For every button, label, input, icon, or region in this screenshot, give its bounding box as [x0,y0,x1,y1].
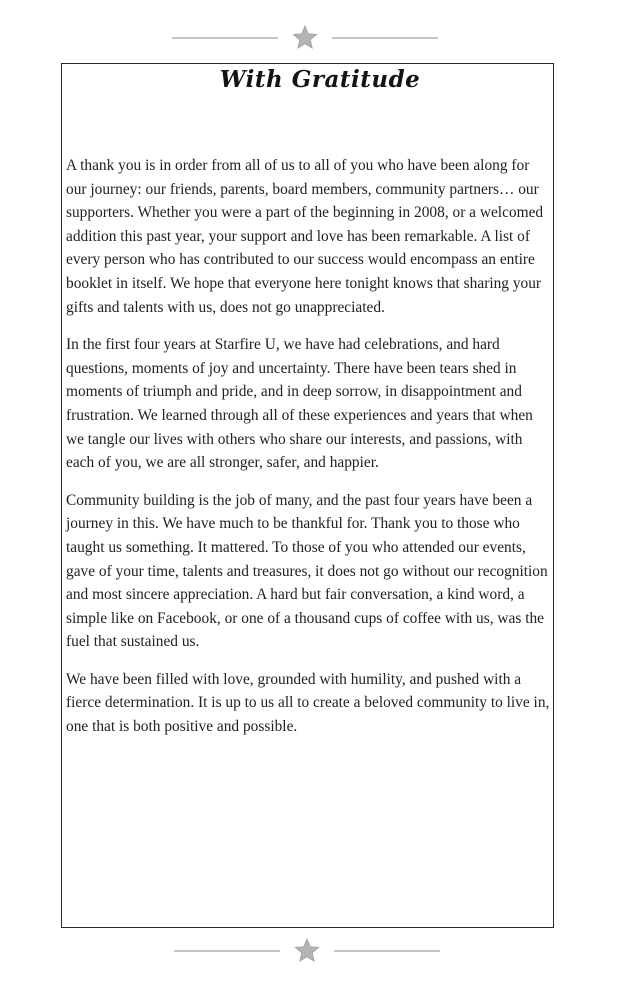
letter-body [66,154,550,753]
paragraph-1: A thank you is in order from all of us to all of you who have been along for our journey: our friends, parents, board members, community partners… our supporters. Whether you were a part of the beginning in 2008, or a welcomed addition this past year, your support and love has been remarkable. A list of every person who has contributed to our success would encompass an entire booklet in itself. We hope that everyone here tonight knows that sharing your gifts and talents with us, does not go unappreciated. [66,157,544,316]
bottom-star-icon [295,939,318,961]
paragraph-4: We have been filled with love, grounded with humility, and pushed with a fierce determination. It is up to us all to create a beloved community to live in, one that is both positive and possible. [66,670,550,736]
paragraph-2: In the first four years at Starfire U, we have had celebrations, and hard questions, moments of joy and uncertainty. There have been tears shed in moments of triumph and pride, and in deep sorrow, in disappointment and frustration. We learned through all of these experiences and years that when we tangle our lives with others who share our interests, and passions, with each of you, we are all stronger, safer, and happier. [66,336,533,472]
top-star-icon [293,26,316,48]
top-star-ornament [0,22,640,52]
paragraph-3: Community building is the job of many, and the past four years have been a journey in this. We have much to be thankful for. Thank you to those who taught us something. It mattered. To those of you who attended our events, gave of your time, talents and treasures, it does not go without our recognition and most sincere appreciation. A hard but fair conversation, a kind word, a simple like on Facebook, or one of a thousand cups of coffee with us, was the fuel that sustained us. [66,491,548,651]
bottom-star-ornament [0,936,640,966]
page-title: With Gratitude [219,66,421,93]
